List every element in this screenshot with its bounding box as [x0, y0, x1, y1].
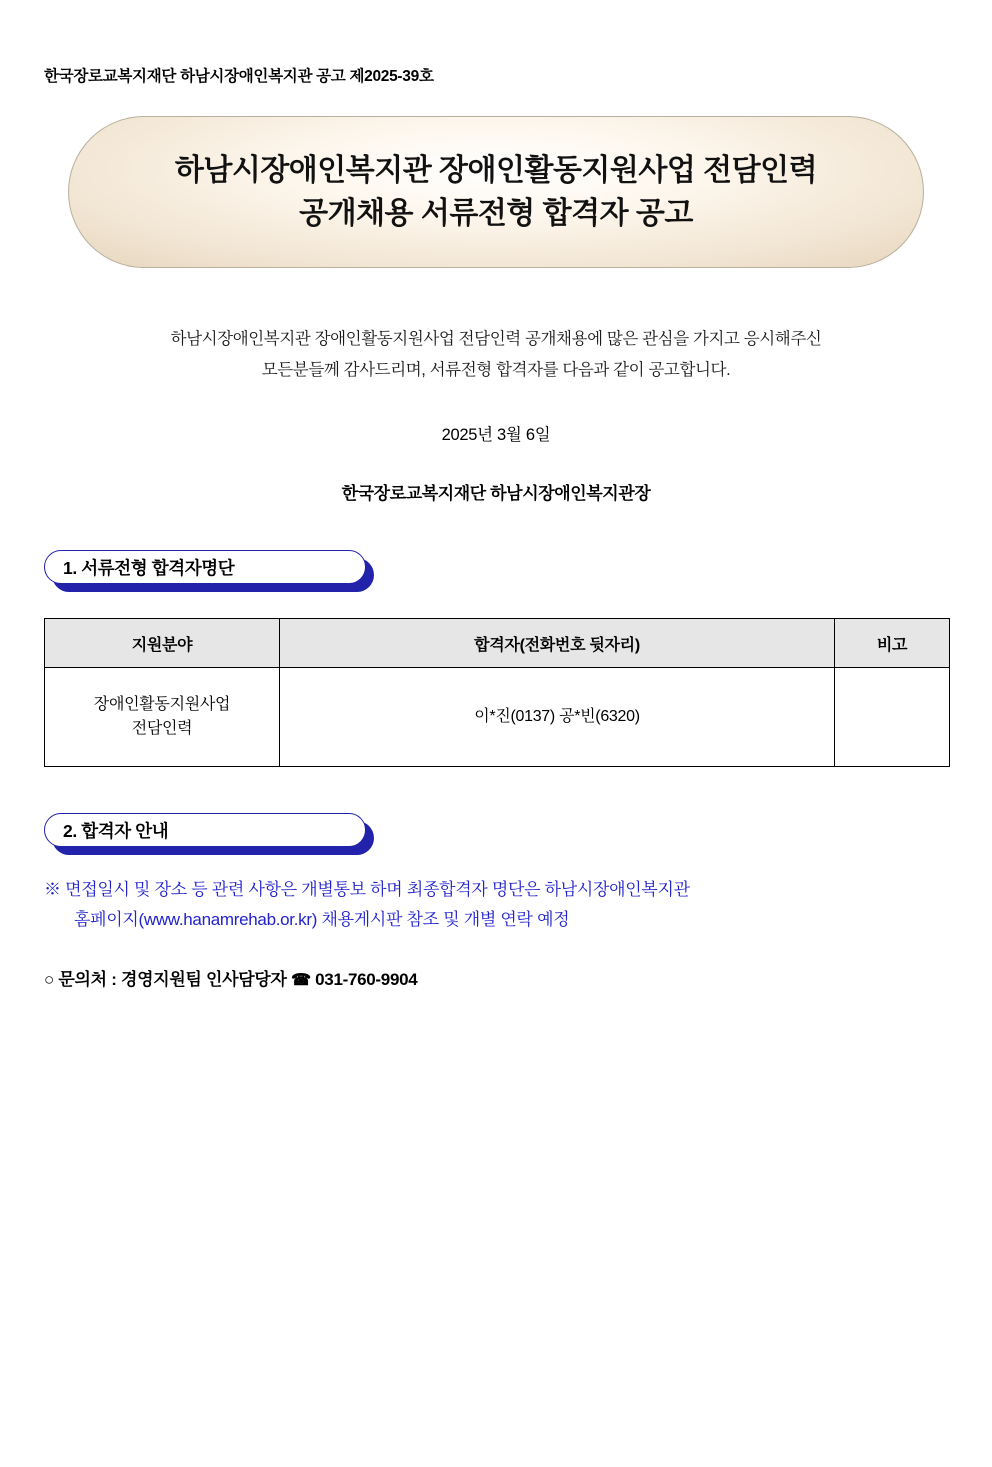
table-header-row — [45, 619, 950, 668]
announcement-date: 2025년 3월 6일 — [441, 426, 551, 445]
table-cell-field — [45, 668, 280, 767]
document-page — [0, 64, 992, 1467]
notice-line-1: 면접일시 및 장소 등 관련 사항은 개별통보 하며 최종합격자 명단은 하남시장애인복지관 — [65, 880, 690, 900]
section-heading-2-label: 2. 합격자 안내 — [63, 820, 169, 841]
contact-bullet-icon: ○ — [44, 969, 54, 989]
section-heading-2-pill — [44, 813, 366, 847]
passer-list-table — [44, 618, 950, 767]
table-header-note: 비고 — [835, 619, 950, 668]
table-row — [45, 668, 950, 767]
table-cell-field-line-1: 장애인활동지원사업 — [93, 696, 231, 714]
contact-phone-number: 031-760-9904 — [315, 969, 418, 989]
notice-block — [44, 875, 948, 935]
title-banner — [68, 116, 924, 268]
intro-line-1: 하남시장애인복지관 장애인활동지원사업 전담인력 공개채용에 많은 관심을 가지고 응시해주신 — [170, 330, 822, 348]
contact-label: 문의처 : 경영지원팀 인사담당자 — [58, 969, 287, 989]
section-heading-2 — [44, 813, 374, 855]
title-line-2: 공개채용 서류전형 합격자 공고 — [299, 197, 693, 230]
issuing-organization: 한국장로교복지재단 하남시장애인복지관장 — [341, 484, 651, 504]
section-heading-1-pill — [44, 550, 366, 584]
section-heading-1 — [44, 550, 374, 592]
document-number: 한국장로교복지재단 하남시장애인복지관 공고 제2025-39호 — [44, 68, 434, 85]
telephone-icon: ☎ — [291, 971, 311, 989]
section-heading-1-label: 1. 서류전형 합격자명단 — [63, 557, 235, 578]
table-cell-field-line-2: 전담인력 — [131, 720, 193, 738]
notice-line-2: 홈페이지(www.hanamrehab.or.kr) 채용게시판 참조 및 개별 연락 예정 — [74, 909, 570, 929]
table-cell-note — [835, 668, 950, 767]
intro-line-2: 모든분들께 감사드리며, 서류전형 합격자를 다음과 같이 공고합니다. — [261, 360, 731, 379]
intro-paragraph — [44, 324, 948, 385]
notice-mark-icon: ※ — [44, 880, 61, 900]
table-cell-passers: 이*진(0137) 공*빈(6320) — [280, 668, 835, 767]
table-header-field: 지원분야 — [45, 619, 280, 668]
table-header-passers: 합격자(전화번호 뒷자리) — [280, 619, 835, 668]
document-title — [175, 149, 817, 236]
title-line-1: 하남시장애인복지관 장애인활동지원사업 전담인력 — [174, 153, 818, 187]
contact-line — [44, 965, 948, 990]
